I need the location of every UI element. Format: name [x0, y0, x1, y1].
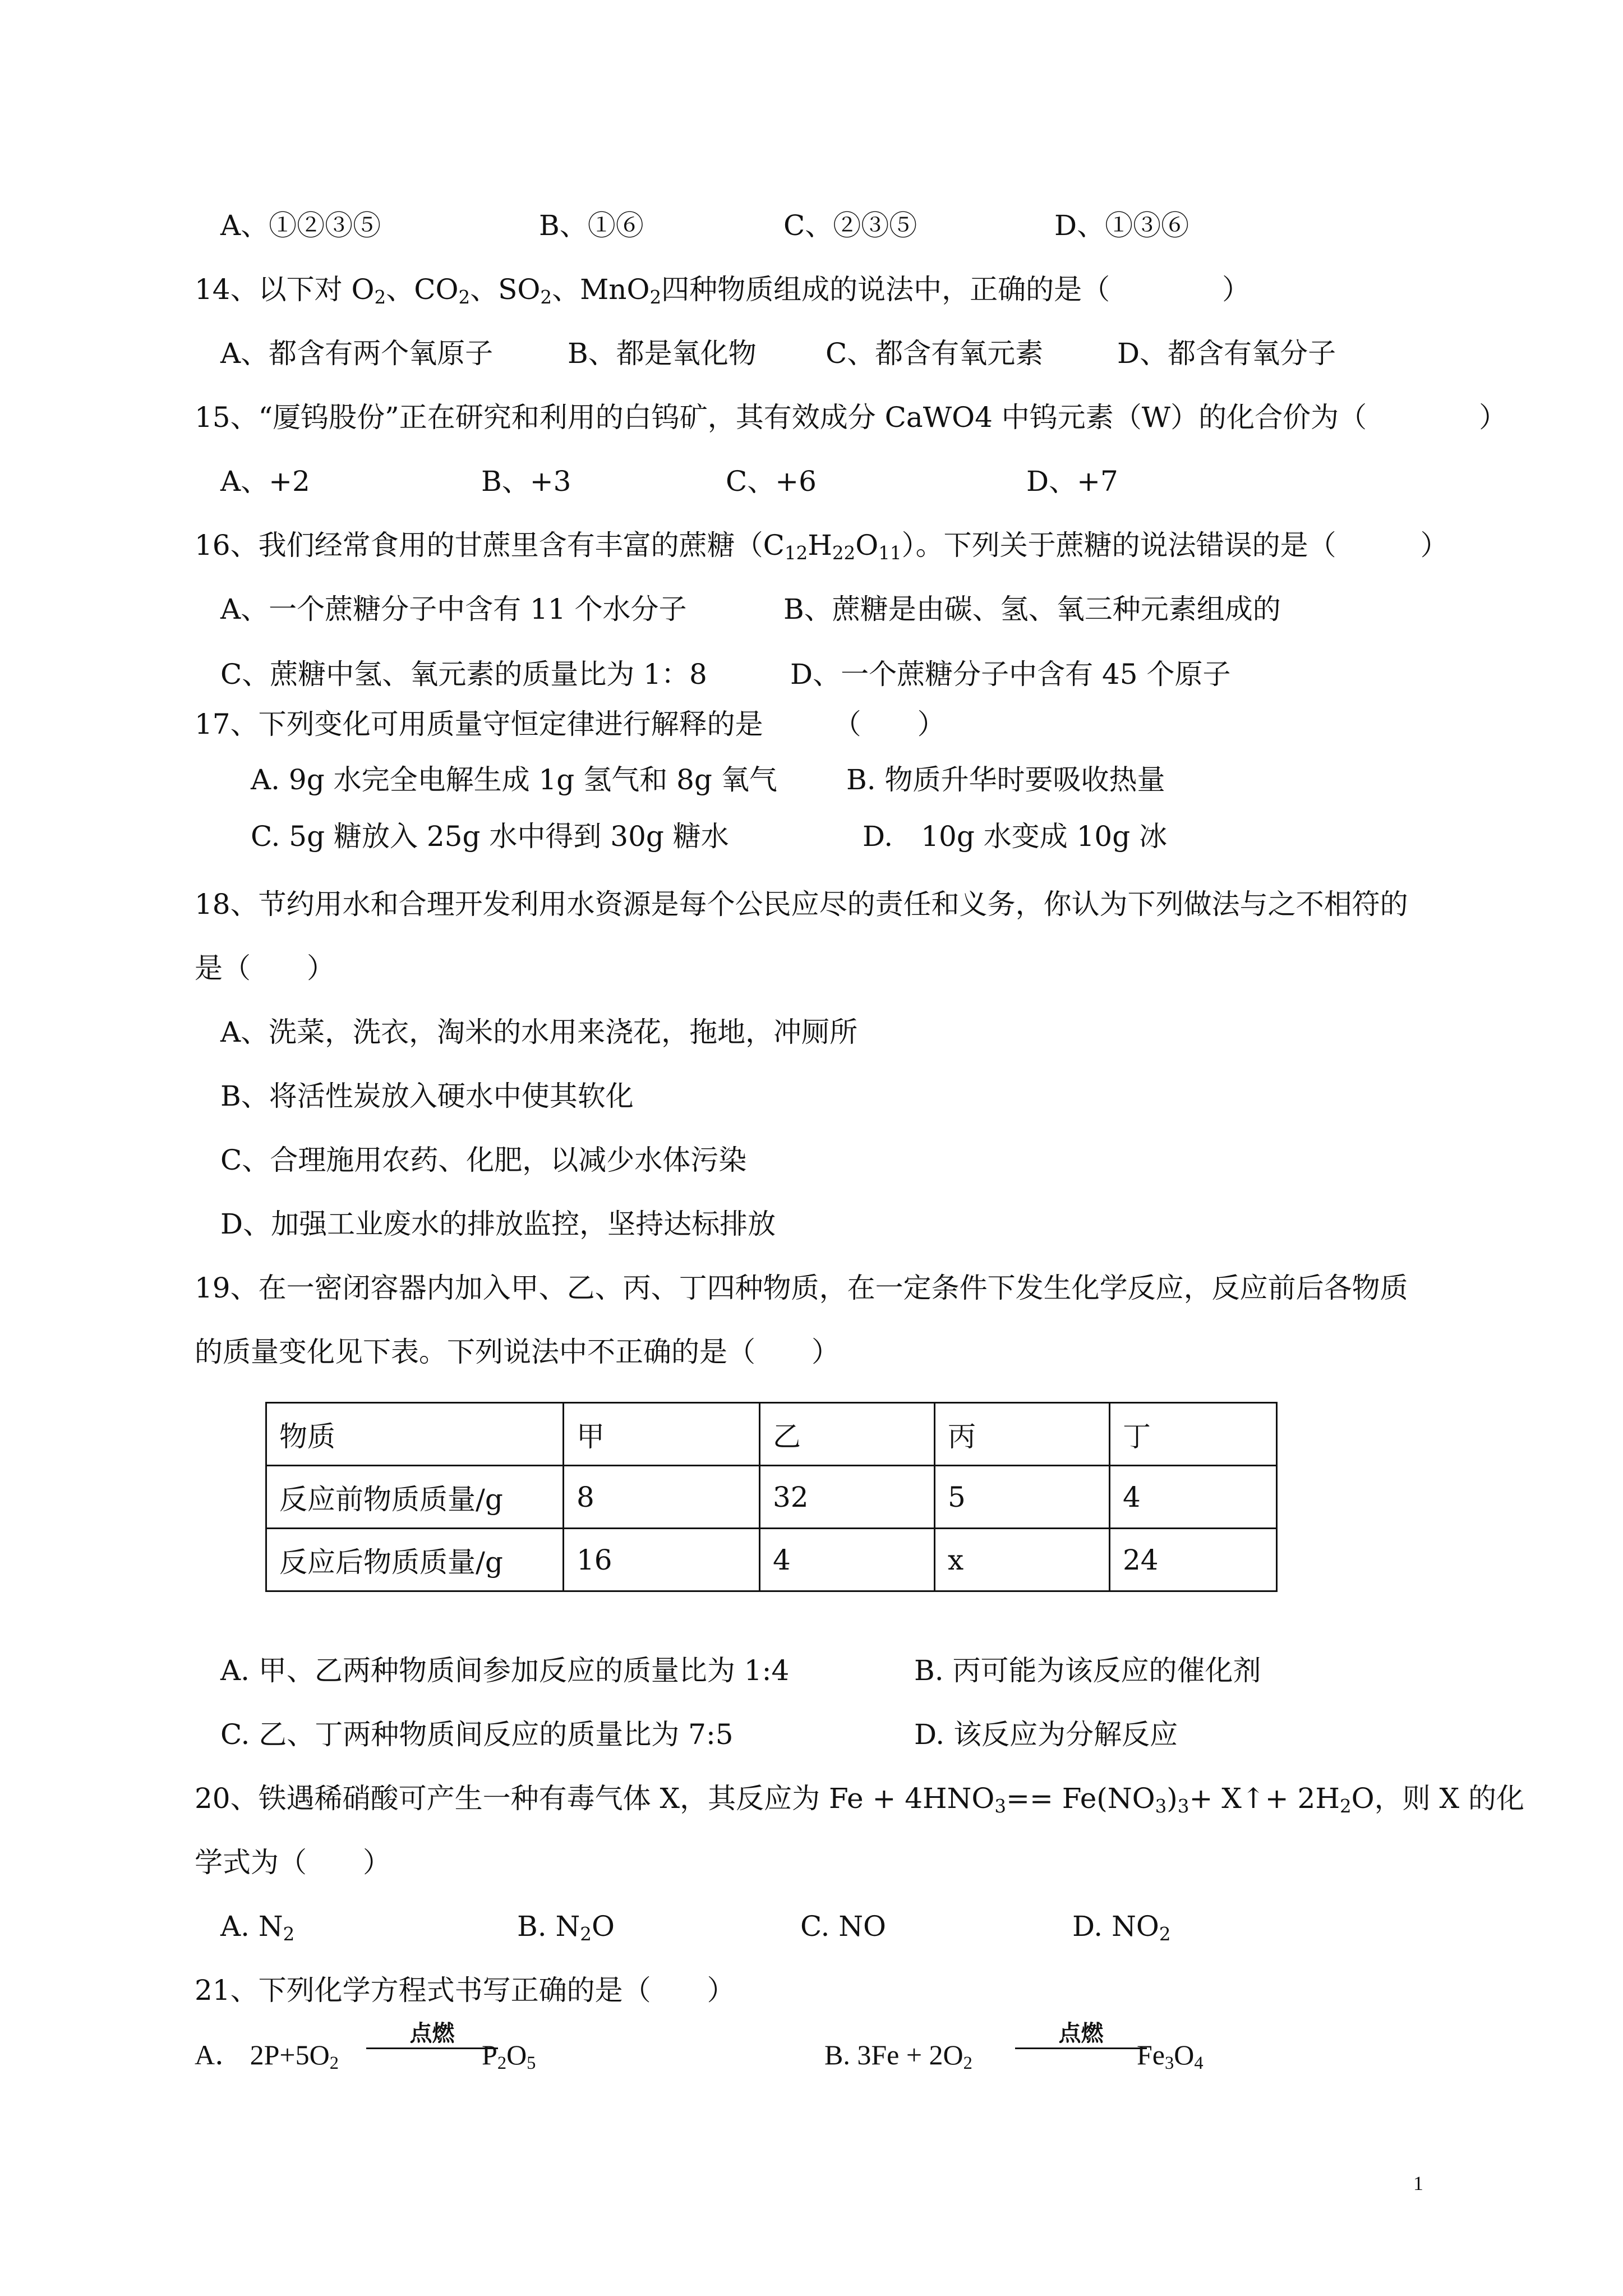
table-header-cell: 乙: [760, 1403, 935, 1466]
q17-stem: 17、下列变化可用质量守恒定律进行解释的是 （ ）: [195, 708, 946, 740]
table-header-row: [266, 1403, 1277, 1466]
q21-option-b-product: $Fe_3O_4$: [1137, 2039, 1204, 2074]
q14-option-a: A、都含有两个氧原子: [220, 337, 494, 370]
q20-option-a: A. $N_2$: [220, 1910, 295, 1945]
q20-stem-line1: 20、铁遇稀硝酸可产生一种有毒气体 X，其反应为 $Fe + 4HNO_3== Fe(NO_3)_3+$ X↑+ $2H_2O$，则 X 的化: [195, 1782, 1524, 1818]
q16-option-b: B、蔗糖是由碳、氢、氧三种元素组成的: [783, 593, 1281, 625]
table-cell: 16: [564, 1529, 760, 1591]
q15-option-c: C、+6: [726, 465, 817, 498]
table-cell: 5: [935, 1466, 1110, 1529]
table-cell: 反应后物质质量/g: [266, 1529, 564, 1591]
q14-stem: 14、以下对 $O_2$、$CO_2$、$SO_2$、MnO$_2$四种物质组成的说法中，正确的是（ ）: [195, 273, 1251, 309]
q20-option-c: C. NO: [800, 1910, 887, 1943]
q13-option-c: C、②③⑤: [783, 209, 917, 242]
q21-option-b-reactants: B. $3Fe + 2O_2$: [824, 2039, 972, 2074]
q18-option-c: C、合理施用农药、化肥，以减少水体污染: [220, 1144, 747, 1176]
q21-option-a-reactants: A． $2P+5O_2$: [195, 2039, 339, 2074]
table-cell: 4: [1110, 1466, 1277, 1529]
q14-option-d: D、都含有氧分子: [1117, 337, 1336, 370]
q16-option-c: C、蔗糖中氢、氧元素的质量比为 1：8: [220, 658, 707, 691]
q19-option-b: B. 丙可能为该反应的催化剂: [914, 1654, 1261, 1687]
q19-option-c: C. 乙、丁两种物质间反应的质量比为 7:5: [220, 1718, 734, 1751]
q21-option-a-product: $P_2O_5$: [482, 2039, 536, 2074]
q20-stem-line2: 学式为（ ）: [195, 1846, 391, 1879]
table-cell: 4: [760, 1529, 935, 1591]
table-row: [266, 1466, 1277, 1529]
reaction-arrow-line: [1015, 2047, 1147, 2049]
q21-option-b-condition: 点燃: [1015, 2022, 1147, 2049]
q17-option-d: D. 10g 水变成 10g 冰: [863, 820, 1168, 853]
q14-option-b: B、都是氧化物: [568, 337, 757, 370]
q19-option-a: A. 甲、乙两种物质间参加反应的质量比为 1:4: [220, 1654, 790, 1687]
q17-option-c: C. 5g 糖放入 25g 水中得到 30g 糖水: [251, 820, 729, 853]
q15-option-a: A、+2: [220, 465, 310, 498]
q19-stem-line1: 19、在一密闭容器内加入甲、乙、丙、丁四种物质，在一定条件下发生化学反应，反应前后各物质: [195, 1272, 1408, 1304]
q16-option-d: D、一个蔗糖分子中含有 45 个原子: [790, 658, 1231, 691]
q18-stem-line2: 是（ ）: [195, 952, 335, 984]
table-cell: 32: [760, 1466, 935, 1529]
q14-option-c: C、都含有氧元素: [826, 337, 1044, 370]
q18-option-b: B、将活性炭放入硬水中使其软化: [220, 1080, 634, 1112]
q20-option-b: B. $N_2O$: [517, 1910, 615, 1945]
reaction-arrow-line: [366, 2047, 498, 2049]
table-cell: 24: [1110, 1529, 1277, 1591]
page-number: 1: [1413, 2172, 1423, 2194]
table-cell: 8: [564, 1466, 760, 1529]
q15-option-b: B、+3: [481, 465, 571, 498]
q20-option-d: D. $NO_2$: [1072, 1910, 1171, 1945]
table-header-cell: 丙: [935, 1403, 1110, 1466]
q18-option-a: A、洗菜，洗衣，淘米的水用来浇花，拖地，冲厕所: [220, 1016, 858, 1048]
q19-option-d: D. 该反应为分解反应: [914, 1718, 1178, 1751]
q17-option-b: B. 物质升华时要吸收热量: [846, 763, 1165, 796]
table-cell: 反应前物质质量/g: [266, 1466, 564, 1529]
q17-option-a: A. 9g 水完全电解生成 1g 氢气和 8g 氧气: [251, 763, 777, 796]
q15-stem: 15、“厦钨股份”正在研究和利用的白钨矿，其有效成分 CaWO4 中钨元素（W）的化合价为（ ）: [195, 401, 1507, 434]
mass-change-table: [265, 1402, 1278, 1592]
q19-stem-line2: 的质量变化见下表。下列说法中不正确的是（ ）: [195, 1336, 840, 1368]
q13-option-a: A、①②③⑤: [220, 209, 381, 242]
table-row: [266, 1529, 1277, 1591]
q13-option-d: D、①③⑥: [1054, 209, 1189, 242]
q15-option-d: D、+7: [1026, 465, 1118, 498]
table-cell: x: [935, 1529, 1110, 1591]
q18-option-d: D、加强工业废水的排放监控，坚持达标排放: [220, 1208, 776, 1240]
table-header-cell: 物质: [266, 1403, 564, 1466]
table-header-cell: 丁: [1110, 1403, 1277, 1466]
q18-stem-line1: 18、节约用水和合理开发利用水资源是每个公民应尽的责任和义务，你认为下列做法与之不相符的: [195, 888, 1408, 921]
q21-option-a-condition: 点燃: [366, 2022, 498, 2049]
q16-stem: 16、我们经常食用的甘蔗里含有丰富的蔗糖$(C_{12}H_{22}O_{11})$。下列关于蔗糖的说法错误的是（ ）: [195, 529, 1449, 564]
q16-option-a: A、一个蔗糖分子中含有 11 个水分子: [220, 593, 687, 625]
table-header-cell: 甲: [564, 1403, 760, 1466]
q13-option-b: B、①⑥: [539, 209, 644, 242]
q21-stem: 21、下列化学方程式书写正确的是（ ）: [195, 1974, 735, 2007]
